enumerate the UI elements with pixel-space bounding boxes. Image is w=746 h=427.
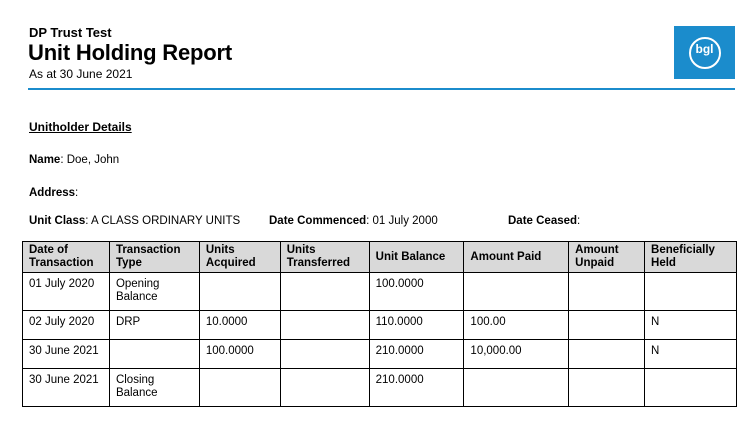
table-cell: 100.0000 [199,340,280,369]
table-cell [464,273,569,311]
table-cell: 100.0000 [369,273,464,311]
table-cell [645,273,737,311]
table-cell: 210.0000 [369,369,464,407]
table-cell: Opening Balance [109,273,199,311]
date-commenced-value: 01 July 2000 [372,215,438,227]
bgl-logo [674,26,735,79]
table-cell: 100.00 [464,311,569,340]
unit-holding-table [22,241,737,407]
table-cell: 10.0000 [199,311,280,340]
table-cell [280,369,369,407]
table-cell [464,369,569,407]
name-value: Doe, John [66,154,120,166]
col-header-date: Date of Transaction [23,242,110,273]
col-header-amount-unpaid: Amount Unpaid [569,242,645,273]
table-header-row [23,242,737,273]
table-cell: 110.0000 [369,311,464,340]
date-commenced-field: Date Commenced: 01 July 2000 [269,215,438,227]
table-cell [645,369,737,407]
table-cell [569,311,645,340]
unit-class-value: A CLASS ORDINARY UNITS [91,215,241,227]
header-divider [28,88,735,90]
col-header-unit-balance: Unit Balance [369,242,464,273]
table-row [23,311,737,340]
table-cell: 210.0000 [369,340,464,369]
table-cell: N [645,340,737,369]
table-cell: 10,000.00 [464,340,569,369]
unit-class-field: Unit Class: A CLASS ORDINARY UNITS [29,215,241,227]
table-cell: 30 June 2021 [23,369,110,407]
table-cell: 30 June 2021 [23,340,110,369]
col-header-units-transferred: Units Transferred [280,242,369,273]
table-cell [280,311,369,340]
table-cell [569,340,645,369]
address-field: Address: [29,187,79,199]
table-cell: 02 July 2020 [23,311,110,340]
table-cell [199,273,280,311]
date-commenced-label: Date Commenced [269,215,367,227]
section-title-unitholder: Unitholder Details [29,120,132,134]
table-cell [280,340,369,369]
col-header-beneficially-held: Beneficially Held [645,242,737,273]
table-cell: N [645,311,737,340]
table-cell [569,369,645,407]
col-header-units-acquired: Units Acquired [199,242,280,273]
address-label: Address [29,187,76,199]
col-header-amount-paid: Amount Paid [464,242,569,273]
table-cell [109,340,199,369]
report-title: Unit Holding Report [28,40,232,65]
logo-text: bgl [695,42,714,56]
table-cell: DRP [109,311,199,340]
table-cell [569,273,645,311]
table-row [23,273,737,311]
name-label: Name [29,154,61,166]
date-ceased-field: Date Ceased: [508,215,581,227]
table-cell: Closing Balance [109,369,199,407]
unit-class-label: Unit Class [29,215,86,227]
table-cell: 01 July 2020 [23,273,110,311]
date-ceased-label: Date Ceased [508,215,578,227]
table-row [23,340,737,369]
table-row [23,369,737,407]
report-date: As at 30 June 2021 [29,67,133,81]
table-cell [280,273,369,311]
entity-name: DP Trust Test [29,25,112,40]
col-header-type: Transaction Type [109,242,199,273]
table-cell [199,369,280,407]
name-field: Name: Doe, John [29,154,120,166]
